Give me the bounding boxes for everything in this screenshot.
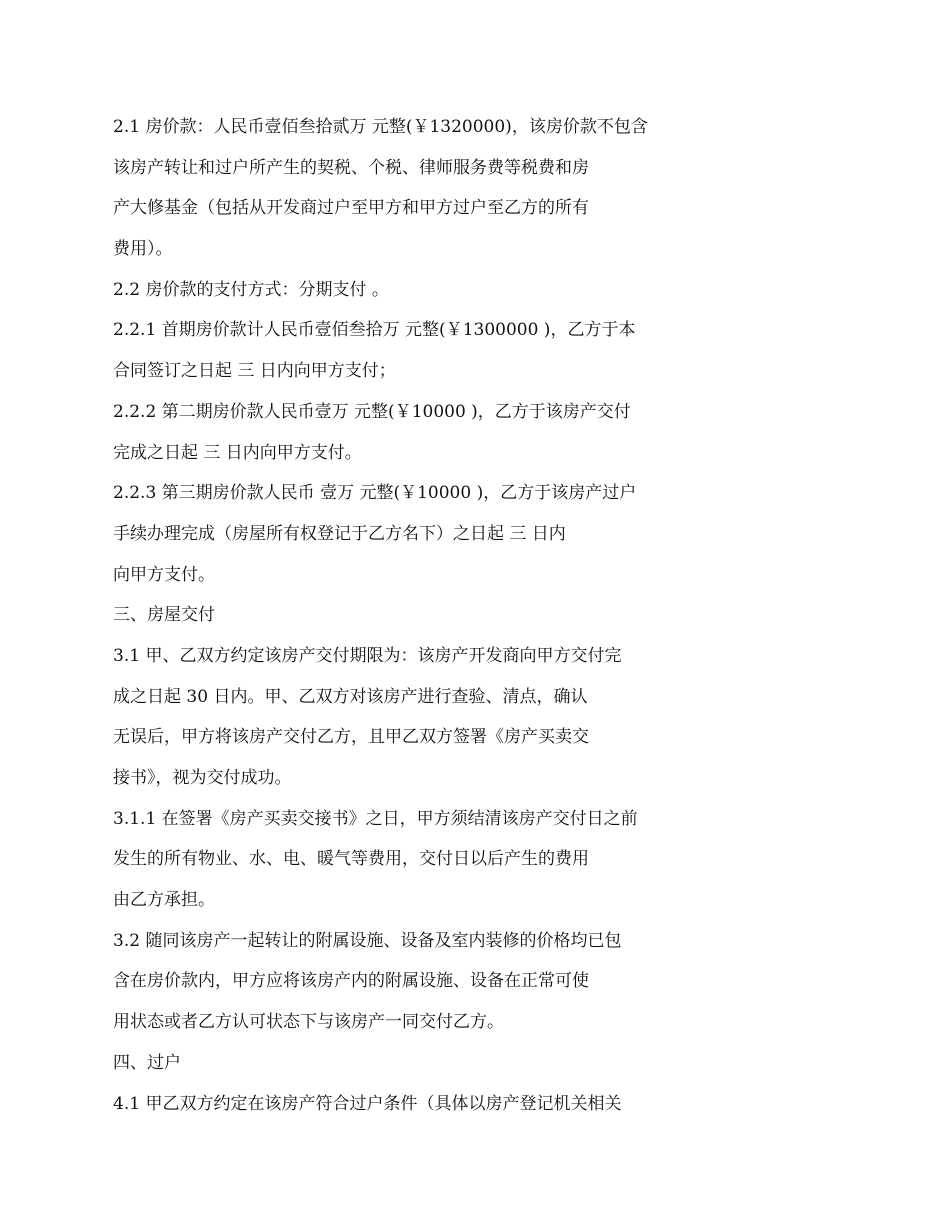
text-line: 该房产转让和过户所产生的契税、个税、律师服务费等税费和房 [113,157,589,178]
text-line: 发生的所有物业、水、电、暖气等费用，交付日以后产生的费用 [113,849,589,870]
text-line: 3.2 随同该房产一起转让的附属设施、设备及室内装修的价格均已包 [113,930,622,951]
text-line: 4.1 甲乙双方约定在该房产符合过户条件（具体以房产登记机关相关 [113,1093,622,1114]
text-line: 2.1 房价款：人民币壹佰叁拾贰万 元整(￥1320000)，该房价款不包含 [113,117,648,137]
document-body [113,107,833,1124]
text-line: 接书》，视为交付成功。 [113,768,292,788]
text-line: 成之日起 30 日内。甲、乙双方对该房产进行查验、清点，确认 [113,686,588,707]
text-line: 3.1 甲、乙双方约定该房产交付期限为：该房产开发商向甲方交付完 [113,645,622,666]
text-line: 产大修基金（包括从开发商过户至甲方和甲方过户至乙方的所有 [113,198,589,219]
text-line: 2.2 房价款的支付方式：分期支付 。 [113,279,389,300]
text-line: 2.2.3 第三期房价款人民币 壹万 元整(￥10000 )，乙方于该房产过户 [113,483,637,504]
text-line: 2.2.1 首期房价款计人民币壹佰叁拾万 元整(￥1300000 )，乙方于本 [113,320,636,341]
text-line: 无误后，甲方将该房产交付乙方，且甲乙双方签署《房产买卖交 [113,727,589,748]
text-line: 由乙方承担。 [113,890,215,911]
text-line: 2.2.2 第二期房价款人民币壹万 元整(￥10000 )，乙方于该房产交付 [113,401,631,422]
text-line: 3.1.1 在签署《房产买卖交接书》之日，甲方须结清该房产交付日之前 [113,808,638,829]
text-line: 完成之日起 三 日内向甲方支付。 [113,442,362,463]
text-line: 费用）。 [113,239,173,260]
text-line: 合同签订之日起 三 日内向甲方支付； [113,361,396,382]
text-line: 向甲方支付。 [113,564,215,585]
text-line: 用状态或者乙方认可状态下与该房产一同交付乙方。 [113,1012,504,1033]
text-line: 含在房价款内，甲方应将该房产内的附属设施、设备在正常可使 [113,971,589,992]
section-heading: 三、房屋交付 [113,605,215,626]
section-heading: 四、过户 [113,1052,181,1073]
text-line: 手续办理完成（房屋所有权登记于乙方名下）之日起 三 日内 [113,523,566,544]
